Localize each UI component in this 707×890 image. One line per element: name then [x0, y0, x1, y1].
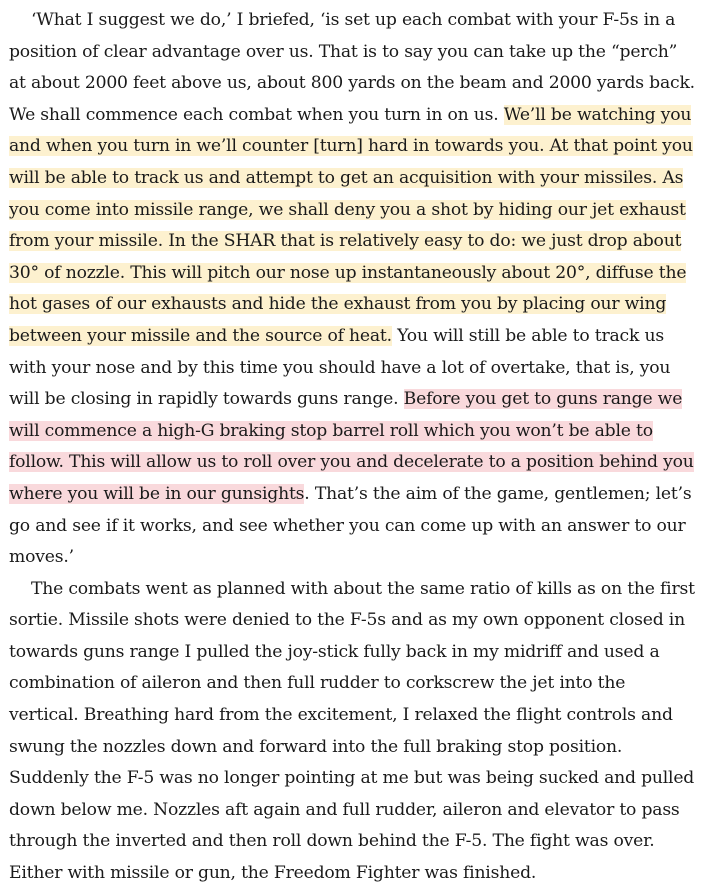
text-segment: You will still be able to track us with your nose and by this time you should have a lot of overtake, that is, you will be closing in rapidly towards guns range. [9, 325, 671, 410]
text-segment: . That’s the aim of the game, gentlemen; let’s go and see if it works, and see whether you can come up with an answer to our moves.’ [9, 483, 692, 568]
document-page [9, 5, 699, 890]
text-segment: The combats went as planned with about the same ratio of kills as on the first sortie. Missile shots were denied to the F-5s and as my own opponent closed in towards guns range I pulled the joy-stick fully back in my midriff and used a combination of aileron and then full rudder to corkscrew the jet into the vertical. Breathing hard from the excitement, I relaxed the flight controls and swung the nozzles down and forward into the full braking stop position. Suddenly the F-5 was no longer pointing at me but was being sucked and pulled down below me. Nozzles aft again and full rudder, aileron and elevator to pass through the inverted and then roll down behind the F-5. The fight was over. Either with missile or gun, the Freedom Fighter was finished. [9, 578, 695, 884]
text-segment: ‘What I suggest we do,’ I briefed, ‘is set up each combat with your F-5s in a position of clear advantage over us. That is to say you can take up the “perch” at about 2000 feet above us, about 800 yards on the beam and 2000 yards back. We shall commence each combat when you turn in on us. [9, 10, 695, 125]
highlight-pink[interactable]: Before you get to guns range we will commence a high-G braking stop barrel roll which you won’t be able to follow. This will allow us to roll over you and decelerate to a position behind you where you will be in our gunsights [9, 389, 694, 504]
paragraph-combat [9, 574, 699, 890]
paragraph-briefing [9, 5, 699, 574]
highlight-yellow[interactable]: We’ll be watching you and when you turn in we’ll counter [turn] hard in towards you. At that point you will be able to track us and attempt to get an acquisition with your missiles. As you come into missile range, we shall deny you a shot by hiding our jet exhaust from your missile. In the SHAR that is relatively easy to do: we just drop about 30° of nozzle. This will pitch our nose up instantaneously about 20°, diffuse the hot gases of our exhausts and hide the exhaust from you by placing our wing between your missile and the source of heat. [9, 104, 693, 346]
